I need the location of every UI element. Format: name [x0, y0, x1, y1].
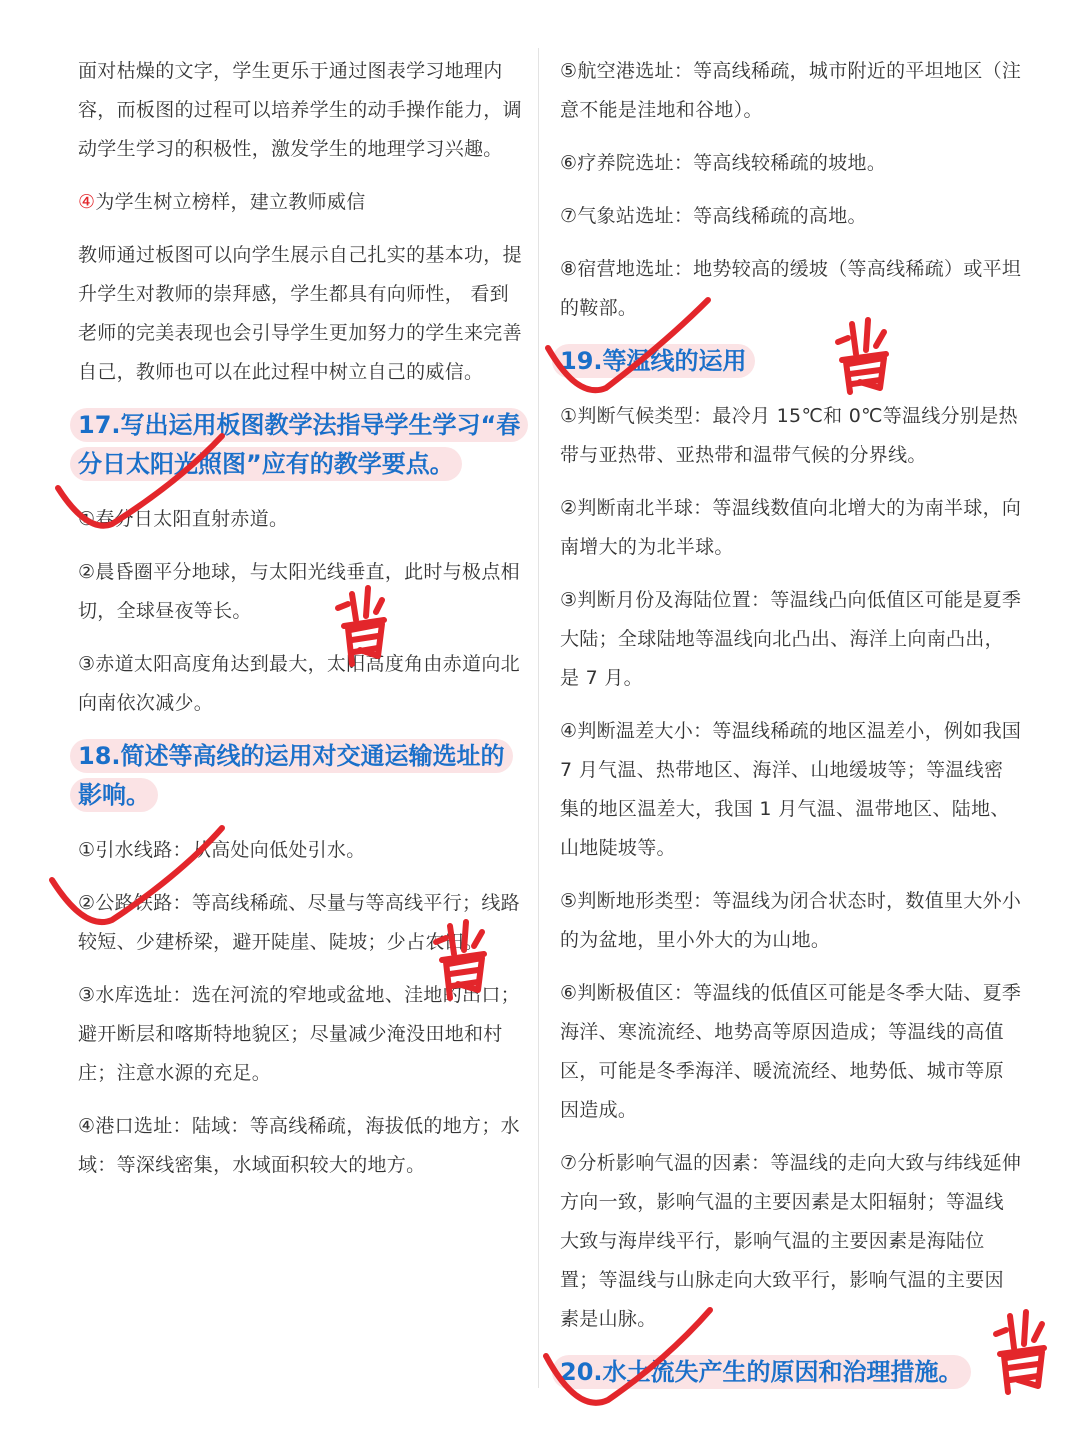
q19-item: ⑥判断极值区：等温线的低值区可能是冬季大陆、夏季海洋、寒流流经、地势高等原因造成；等温线的高值区，可能是冬季海洋、暖流流经、地势低、城市等原因造成。 — [560, 982, 1022, 1121]
q18-item: ②公路铁路：等高线稀疏、尽量与等高线平行；线路较短、少建桥梁，避开陡崖、陡坡；少占农田。 — [78, 892, 520, 953]
point4-marker: ④ — [78, 191, 96, 213]
q19-item: ③判断月份及海陆位置：等温线凸向低值区可能是夏季大陆；全球陆地等温线向北凸出、海洋上向南凸出，是 7 月。 — [560, 589, 1022, 689]
point4-body: 教师通过板图可以向学生展示自己扎实的基本功，提升学生对教师的崇拜感，学生都具有向师性， 看到老师的完美表现也会引导学生更加努力的学生来完善自己，教师也可以在此过程中树立自己的威信。 — [78, 244, 522, 383]
q20-heading-block — [560, 1353, 1022, 1392]
point4-title: 为学生树立榜样，建立教师威信 — [95, 191, 366, 213]
q19-item: ⑦分析影响气温的因素：等温线的走向大致与纬线延伸方向一致，影响气温的主要因素是太阳辐射；等温线大致与海岸线平行，影响气温的主要因素是海陆位置；等温线与山脉走向大致平行，影响气温的主要因素是山脉。 — [560, 1152, 1022, 1330]
q18-item: ③水库选址：选在河流的窄地或盆地、洼地的出口；避开断层和喀斯特地貌区；尽量减少淹没田地和村庄；注意水源的充足。 — [78, 984, 520, 1084]
q17-item: ③赤道太阳高度角达到最大，太阳高度角由赤道向北向南依次减少。 — [78, 653, 520, 714]
q18-item: ①引水线路：从高处向低处引水。 — [78, 839, 366, 861]
q19-item: ②判断南北半球：等温线数值向北增大的为南半球，向南增大的为北半球。 — [560, 497, 1022, 558]
q19-item: ⑤判断地形类型：等温线为闭合状态时，数值里大外小的为盆地，里小外大的为山地。 — [560, 890, 1022, 951]
left-column — [78, 52, 528, 1199]
point4-line — [78, 183, 528, 222]
q18-cont-item: ⑥疗养院选址：等高线较稀疏的坡地。 — [560, 152, 887, 174]
q18-cont-item: ⑤航空港选址：等高线稀疏，城市附近的平坦地区（注意不能是洼地和谷地）。 — [560, 60, 1022, 121]
q19-heading-block — [560, 342, 1022, 381]
q20-heading: 20.水土流失产生的原因和治理措施。 — [552, 1355, 971, 1389]
q17-item: ②晨昏圈平分地球，与太阳光线垂直，此时与极点相切，全球昼夜等长。 — [78, 561, 520, 622]
q18-cont-item: ⑦气象站选址：等高线稀疏的高地。 — [560, 205, 867, 227]
intro-paragraph: 面对枯燥的文字，学生更乐于通过图表学习地理内容，而板图的过程可以培养学生的动手操作能力，调动学生学习的积极性，激发学生的地理学习兴趣。 — [78, 60, 522, 160]
column-divider — [538, 48, 539, 1388]
q18-heading: 18.简述等高线的运用对交通运输选址的影响。 — [70, 739, 513, 812]
q17-heading: 17.写出运用板图教学法指导学生学习“春分日太阳光照图”应有的教学要点。 — [70, 408, 528, 481]
right-column — [560, 52, 1022, 1408]
q19-item: ④判断温差大小：等温线稀疏的地区温差小，例如我国 7 月气温、热带地区、海洋、山地缓坡等；等温线密集的地区温差大，我国 1 月气温、温带地区、陆地、山地陡坡等。 — [560, 720, 1022, 859]
q18-cont-item: ⑧宿营地选址：地势较高的缓坡（等高线稀疏）或平坦的鞍部。 — [560, 258, 1022, 319]
q17-item: ①春分日太阳直射赤道。 — [78, 508, 289, 530]
q17-heading-block — [78, 406, 528, 484]
q18-heading-block — [78, 737, 528, 815]
q19-item: ①判断气候类型：最冷月 15℃和 0℃等温线分别是热带与亚热带、亚热带和温带气候的分界线。 — [560, 405, 1018, 466]
q19-heading: 19.等温线的运用 — [552, 344, 755, 378]
q18-item: ④港口选址：陆域：等高线稀疏，海拔低的地方；水域：等深线密集，水域面积较大的地方。 — [78, 1115, 520, 1176]
